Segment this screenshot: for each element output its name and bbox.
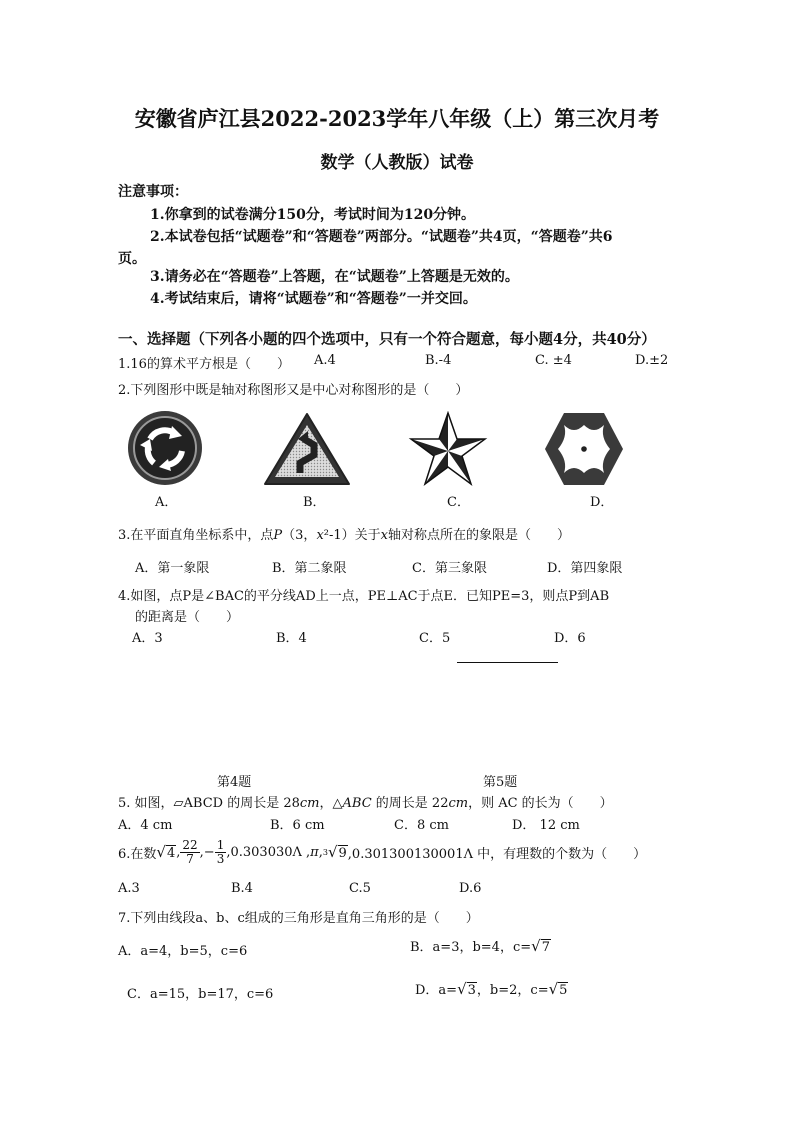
q7-option-b-radicand: 7 [541,940,550,955]
q2-label-c: C． [447,495,470,510]
q5-option-b: B．6 cm [270,818,325,833]
q1-option-b: B.-4 [425,353,452,368]
q6-seq2: ,0.301300130001Λ 中，有理数的个数为（ ） [347,846,647,862]
q2-label-a: A． [155,495,178,510]
q5-stem [118,792,613,811]
q2-label-d: D． [590,495,614,510]
q4-option-b: B．4 [276,631,307,646]
q6-fraction-22-7 [180,839,199,866]
q4-option-c: C．5 [419,631,451,646]
exam-title: 安徽省庐江县2022-2023学年八年级（上）第三次月考 [134,106,660,131]
q6-fraction-1-3 [215,839,227,866]
q6-cbrt-index: 3 [322,848,328,857]
exam-subtitle: 数学（人教版）试卷 [320,153,474,173]
q3-stem-part: ²-1）关于 [323,528,381,543]
notes-heading: 注意事项： [118,184,188,200]
umbrella-hexagon-icon [544,411,624,487]
q5-stem-part: 的周长是 22 [371,796,449,811]
q3-stem-part: （3， [282,528,317,543]
q7-option-c: C．a=15，b=17，c=6 [127,987,274,1002]
q7-option-d-text: D．a= [415,983,458,998]
q5-option-d: D． 12 cm [512,818,580,833]
q5-option-a: A．4 cm [118,818,173,833]
roundabout-sign-icon [126,409,204,487]
q3-point-p: P [273,528,283,543]
winding-road-sign-icon [262,411,352,487]
note-4: 4.考试结束后，请将“试题卷”和“答题卷”一并交回。 [150,291,477,307]
q7-option-d-radicand-2: 5 [559,983,568,998]
q4-option-d: D．6 [554,631,586,646]
q3-option-c: C．第三象限 [412,561,487,576]
q6-seq1: ,0.303030Λ , [226,844,311,860]
q6-frac2-den: 3 [216,851,225,866]
q7-option-d-radicand-1: 3 [467,983,476,998]
q6-sqrt4: √ 4 [156,843,176,861]
q6-sqrt4-radicand: 4 [166,846,176,861]
q3-var-x: x [316,528,324,543]
note-2: 2.本试卷包括“试题卷”和“答题卷”两部分。“试题卷”共4页，“答题卷”共6 [150,229,613,245]
note-1: 1.你拿到的试卷满分150分，考试时间为120分钟。 [150,207,476,223]
q6-prefix: 6.在数 [118,846,157,862]
q4-stem-cont: 的距离是（ ） [135,610,240,625]
q5-triangle-abc: ABC [342,796,372,811]
section-heading: 一、选择题（下列各小题的四个选项中，只有一个符合题意，每小题4分，共40分） [118,331,656,348]
q3-var-x: x [380,528,389,543]
q3-option-d: D．第四象限 [547,561,623,576]
q2-stem: 2.下列图形中既是轴对称图形又是中心对称图形的是（ ） [118,383,469,398]
q2-label-b: B． [303,495,326,510]
q5-option-c: C．8 cm [394,818,449,833]
q5-stem-part: ，△ [319,796,343,811]
q1-option-a: A.4 [314,353,336,368]
q6-pi: π [310,844,319,860]
q4-stem: 4.如图，点P是∠BAC的平分线AD上一点，PE⊥AC于点E．已知PE=3，则点P到AB [118,589,610,604]
q3-option-a: A．第一象限 [135,561,210,576]
five-point-star-icon [408,411,488,487]
q6-frac1-den: 7 [186,851,194,866]
figure-5-caption: 第5题 [483,775,518,790]
q5-stem-part: 5. 如图，▱ABCD 的周长是 28 [118,796,300,811]
q7-option-d: D．a= √ 3 ，b=2，c= √ 5 [415,980,568,998]
q1-stem: 1.16的算术平方根是（ ） [118,357,290,372]
q6-option-b: B.4 [231,881,253,896]
q5-unit: cm [299,796,320,811]
q6-option-a: A.3 [118,881,140,896]
q7-stem: 7.下列由线段a、b、c组成的三角形是直角三角形的是（ ） [118,911,479,926]
figure-4-caption: 第4题 [217,775,252,790]
figure-placeholder-line [457,662,558,663]
q7-option-d-mid: ，b=2，c= [476,983,549,998]
q6-cbrt9: $^3$ √ 9 [322,843,347,861]
q6-option-c: C.5 [349,881,371,896]
q3-stem [118,524,570,543]
q6-option-d: D.6 [459,881,482,896]
q7-option-b-text: B．a=3，b=4，c= [410,940,532,955]
q1-option-c: C. ±4 [535,353,572,368]
q3-stem-part: 3.在平面直角坐标系中，点 [118,528,274,543]
q7-option-b: B．a=3，b=4，c= √ 7 [410,937,550,955]
q7-option-a: A．a=4，b=5，c=6 [118,944,248,959]
note-2-cont: 页。 [118,251,146,267]
q5-stem-part: ，则 AC 的长为（ ） [468,796,613,811]
q5-unit: cm [448,796,469,811]
q3-stem-part: 轴对称点所在的象限是（ ） [388,528,571,543]
q4-option-a: A．3 [132,631,163,646]
note-3: 3.请务必在“答题卷”上答题，在“试题卷”上答题是无效的。 [150,269,519,285]
q6-stem: 6.在数 √ 4 , $\frac{22}{7}$ ,− $\frac{1}{3}$ ,0.303030Λ , π , $^3$ √ 9 ,0.301300130001Λ 中，有理数的个数为（ ） [118,837,647,866]
q6-cbrt9-radicand: 9 [338,846,347,861]
q6-frac1-num: 22 [182,837,198,852]
q1-option-d: D.±2 [635,353,669,368]
q6-frac2-num: 1 [216,837,225,852]
q3-option-b: B．第二象限 [272,561,347,576]
